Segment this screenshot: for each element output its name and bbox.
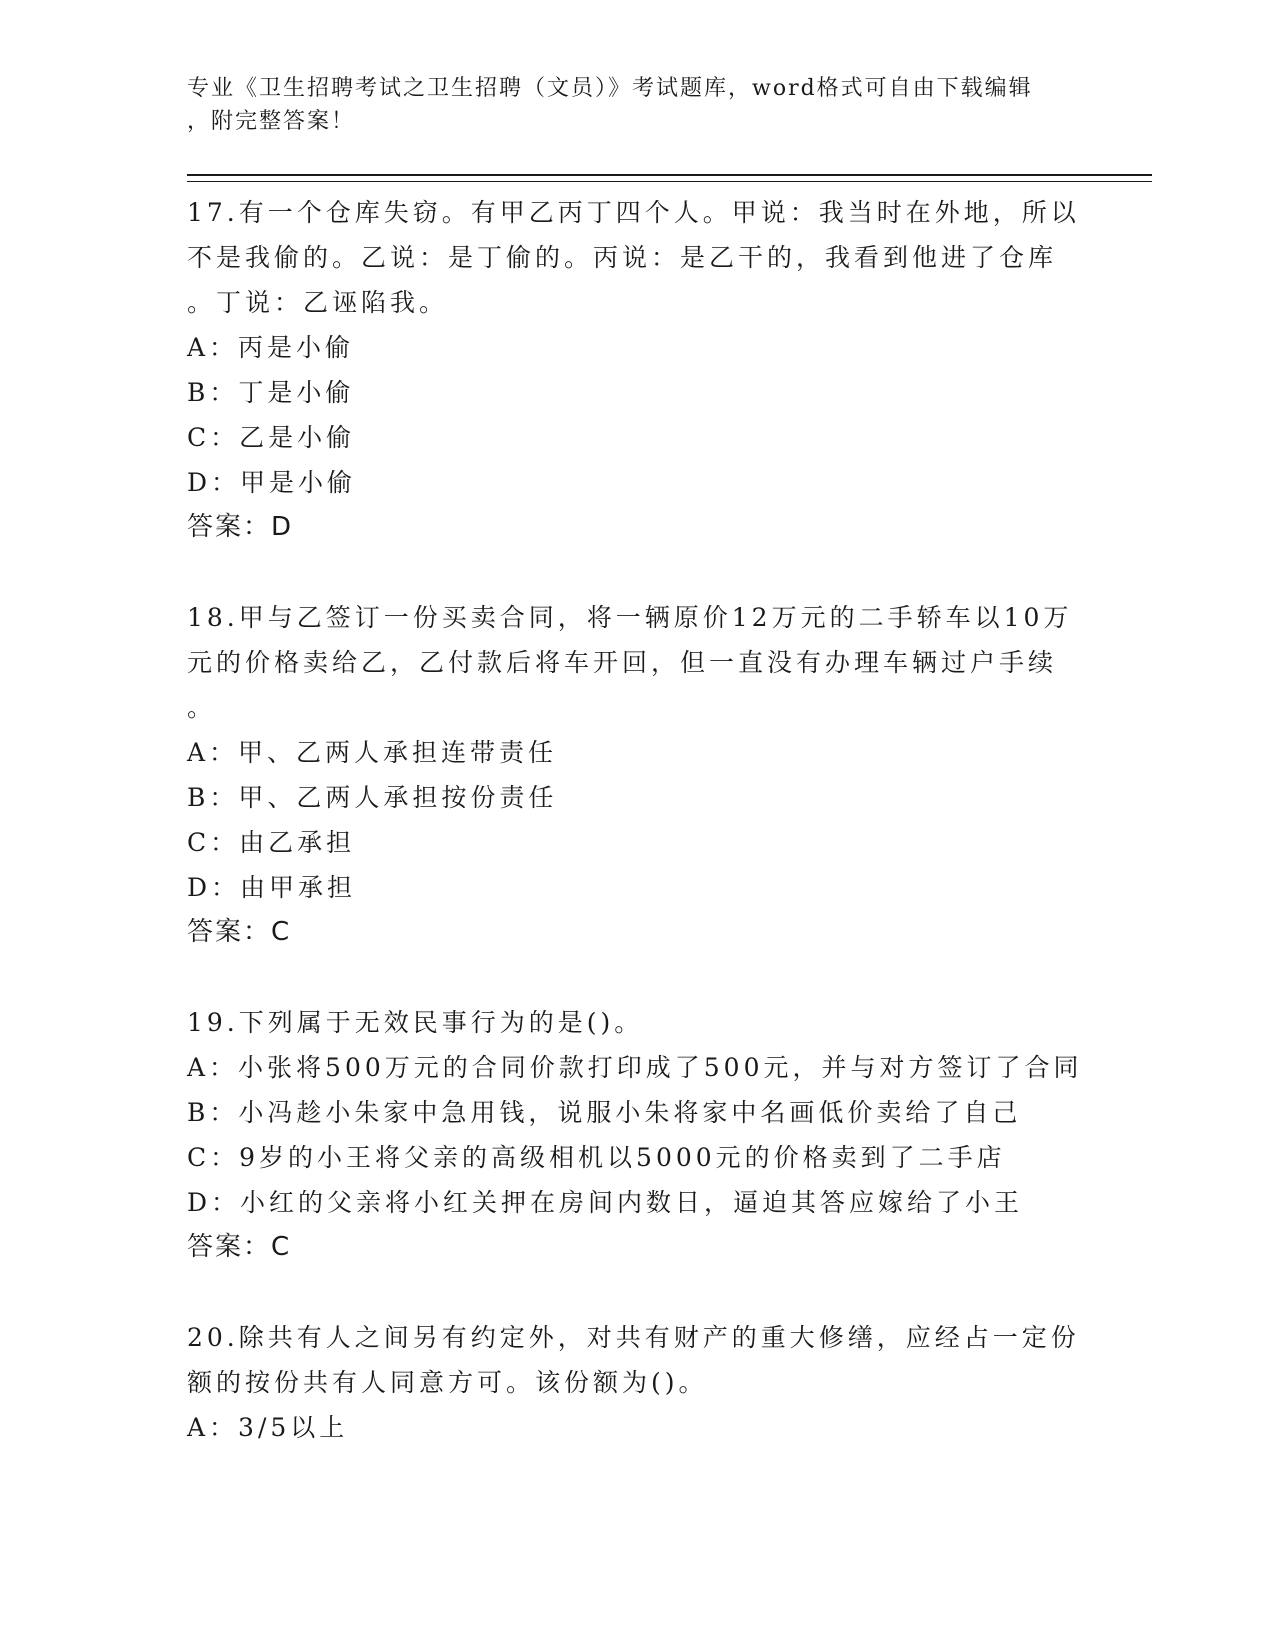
document-header — [187, 72, 1067, 138]
option-d: D：甲是小偷 — [187, 468, 357, 497]
option-a: A：丙是小偷 — [187, 333, 355, 362]
question-spacer — [187, 955, 1087, 1000]
header-divider-thick — [187, 174, 1152, 176]
question-stem-line: 元的价格卖给乙，乙付款后将车开回，但一直没有办理车辆过户手续 — [187, 648, 1058, 677]
answer-line: 答案：C — [187, 1232, 292, 1262]
question-stem-line: 。丁说：乙诬陷我。 — [187, 288, 449, 317]
header-line-2: ，附完整答案！ — [187, 109, 356, 134]
question-stem-line: 18.甲与乙签订一份买卖合同，将一辆原价12万元的二手轿车以10万 — [187, 603, 1073, 632]
option-d: D：小红的父亲将小红关押在房间内数日，逼迫其答应嫁给了小王 — [187, 1188, 1024, 1217]
question-stem-line: 不是我偷的。乙说：是丁偷的。丙说：是乙干的，我看到他进了仓库 — [187, 243, 1058, 272]
answer-line: 答案：D — [187, 512, 294, 542]
option-c: C：9岁的小王将父亲的高级相机以5000元的价格卖到了二手店 — [187, 1143, 1006, 1172]
question-20 — [187, 1315, 1087, 1450]
question-stem-line: 20.除共有人之间另有约定外，对共有财产的重大修缮，应经占一定份 — [187, 1323, 1080, 1352]
option-d: D：由甲承担 — [187, 873, 357, 902]
option-a: A：3/5以上 — [187, 1413, 349, 1442]
option-c: C：乙是小偷 — [187, 423, 356, 452]
question-stem-line: 17.有一个仓库失窃。有甲乙丙丁四个人。甲说：我当时在外地，所以 — [187, 198, 1080, 227]
question-17 — [187, 190, 1087, 550]
option-a: A：甲、乙两人承担连带责任 — [187, 738, 558, 767]
question-stem-line: 。 — [187, 693, 217, 722]
question-list — [187, 190, 1087, 1450]
question-19 — [187, 1000, 1087, 1270]
option-b: B：小冯趁小朱家中急用钱，说服小朱将家中名画低价卖给了自己 — [187, 1098, 1022, 1127]
question-18 — [187, 595, 1087, 955]
question-stem-line: 额的按份共有人同意方可。该份额为()。 — [187, 1368, 708, 1397]
question-stem-line: 19.下列属于无效民事行为的是()。 — [187, 1008, 644, 1037]
option-a: A：小张将500万元的合同价款打印成了500元，并与对方签订了合同 — [187, 1053, 1083, 1082]
question-spacer — [187, 550, 1087, 595]
header-line-1: 专业《卫生招聘考试之卫生招聘（文员）》考试题库，word格式可自由下载编辑 — [187, 76, 1033, 101]
answer-line: 答案：C — [187, 917, 292, 947]
question-spacer — [187, 1270, 1087, 1315]
option-b: B：丁是小偷 — [187, 378, 355, 407]
header-divider-thin — [187, 181, 1152, 182]
option-b: B：甲、乙两人承担按份责任 — [187, 783, 558, 812]
option-c: C：由乙承担 — [187, 828, 356, 857]
